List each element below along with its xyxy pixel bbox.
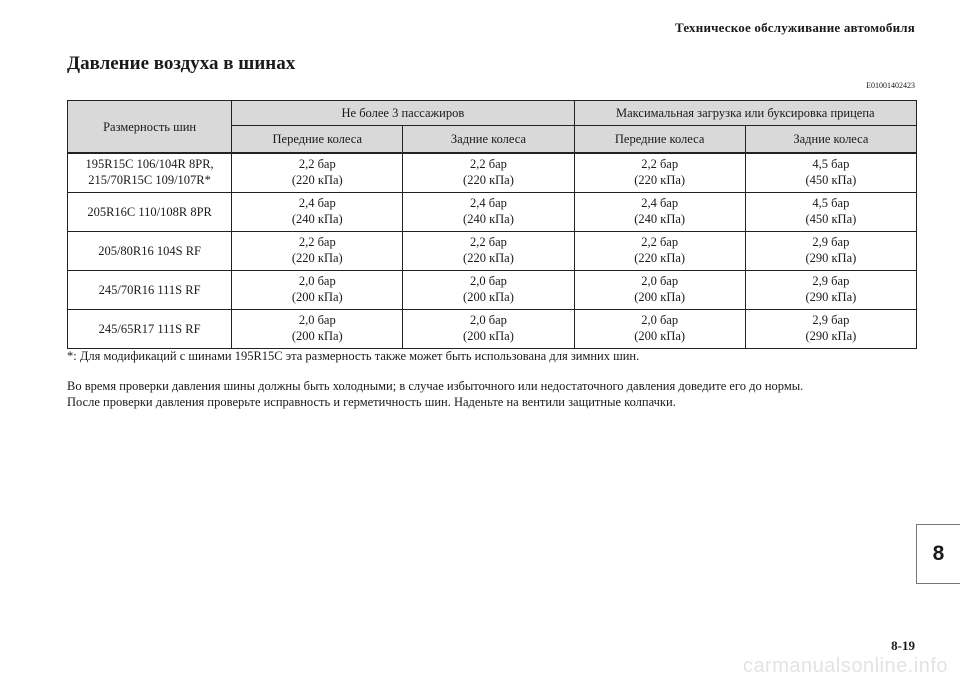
- tire-size-cell: 205R16C 110/108R 8PR: [68, 193, 232, 232]
- instruction-line: После проверки давления проверьте исправность и герметичность шин. Наденьте на вентили защитные колпачки.: [67, 395, 676, 409]
- pressure-cell: 2,2 бар (220 кПа): [232, 153, 403, 193]
- pressure-cell: 2,4 бар (240 кПа): [232, 193, 403, 232]
- pressure-cell: 2,9 бар (290 кПа): [745, 232, 916, 271]
- table-row: [68, 271, 917, 310]
- pressure-cell: 4,5 бар (450 кПа): [745, 193, 916, 232]
- pressure-cell: 2,2 бар (220 кПа): [403, 153, 574, 193]
- page-title: Давление воздуха в шинах: [67, 53, 296, 74]
- header-front: Передние колеса: [574, 126, 745, 154]
- pressure-cell: 2,4 бар (240 кПа): [574, 193, 745, 232]
- section-header: Техническое обслуживание автомобиля: [674, 20, 915, 35]
- pressure-cell: 2,9 бар (290 кПа): [745, 271, 916, 310]
- watermark: carmanualsonline.info: [742, 655, 948, 677]
- tire-pressure-table: [67, 100, 917, 349]
- header-rear: Задние колеса: [403, 126, 574, 154]
- tire-size-cell: 205/80R16 104S RF: [68, 232, 232, 271]
- pressure-cell: 2,9 бар (290 кПа): [745, 310, 916, 349]
- pressure-cell: 2,0 бар (200 кПа): [232, 271, 403, 310]
- page-number: 8-19: [891, 638, 915, 653]
- pressure-cell: 2,0 бар (200 кПа): [574, 271, 745, 310]
- table-row: [68, 153, 917, 193]
- header-group-normal: Не более 3 пассажиров: [232, 101, 574, 126]
- instructions-paragraph: [67, 378, 803, 410]
- tire-size-cell: 195R15C 106/104R 8PR, 215/70R15C 109/107R*: [68, 153, 232, 193]
- table-row: [68, 310, 917, 349]
- tire-size-cell: 245/70R16 111S RF: [68, 271, 232, 310]
- header-group-max: Максимальная загрузка или буксировка прицепа: [574, 101, 916, 126]
- pressure-cell: 2,2 бар (220 кПа): [574, 232, 745, 271]
- pressure-cell: 2,0 бар (200 кПа): [403, 310, 574, 349]
- footnote: *: Для модификаций с шинами 195R15C эта размерность также может быть использована для зимних шин.: [67, 349, 640, 363]
- chapter-tab: 8: [916, 524, 960, 584]
- pressure-cell: 2,0 бар (200 кПа): [574, 310, 745, 349]
- pressure-cell: 2,2 бар (220 кПа): [403, 232, 574, 271]
- instruction-line: Во время проверки давления шины должны быть холодными; в случае избыточного или недостаточного давления доведите его до нормы.: [67, 379, 804, 393]
- header-front: Передние колеса: [232, 126, 403, 154]
- pressure-cell: 2,0 бар (200 кПа): [403, 271, 574, 310]
- table-row: [68, 232, 917, 271]
- pressure-cell: 4,5 бар (450 кПа): [745, 153, 916, 193]
- pressure-cell: 2,4 бар (240 кПа): [403, 193, 574, 232]
- tire-size-cell: 245/65R17 111S RF: [68, 310, 232, 349]
- header-tire-size: Размерность шин: [68, 101, 232, 154]
- header-rear: Задние колеса: [745, 126, 916, 154]
- pressure-cell: 2,0 бар (200 кПа): [232, 310, 403, 349]
- document-code: E01001402423: [866, 81, 915, 90]
- pressure-cell: 2,2 бар (220 кПа): [574, 153, 745, 193]
- table-row: [68, 193, 917, 232]
- pressure-cell: 2,2 бар (220 кПа): [232, 232, 403, 271]
